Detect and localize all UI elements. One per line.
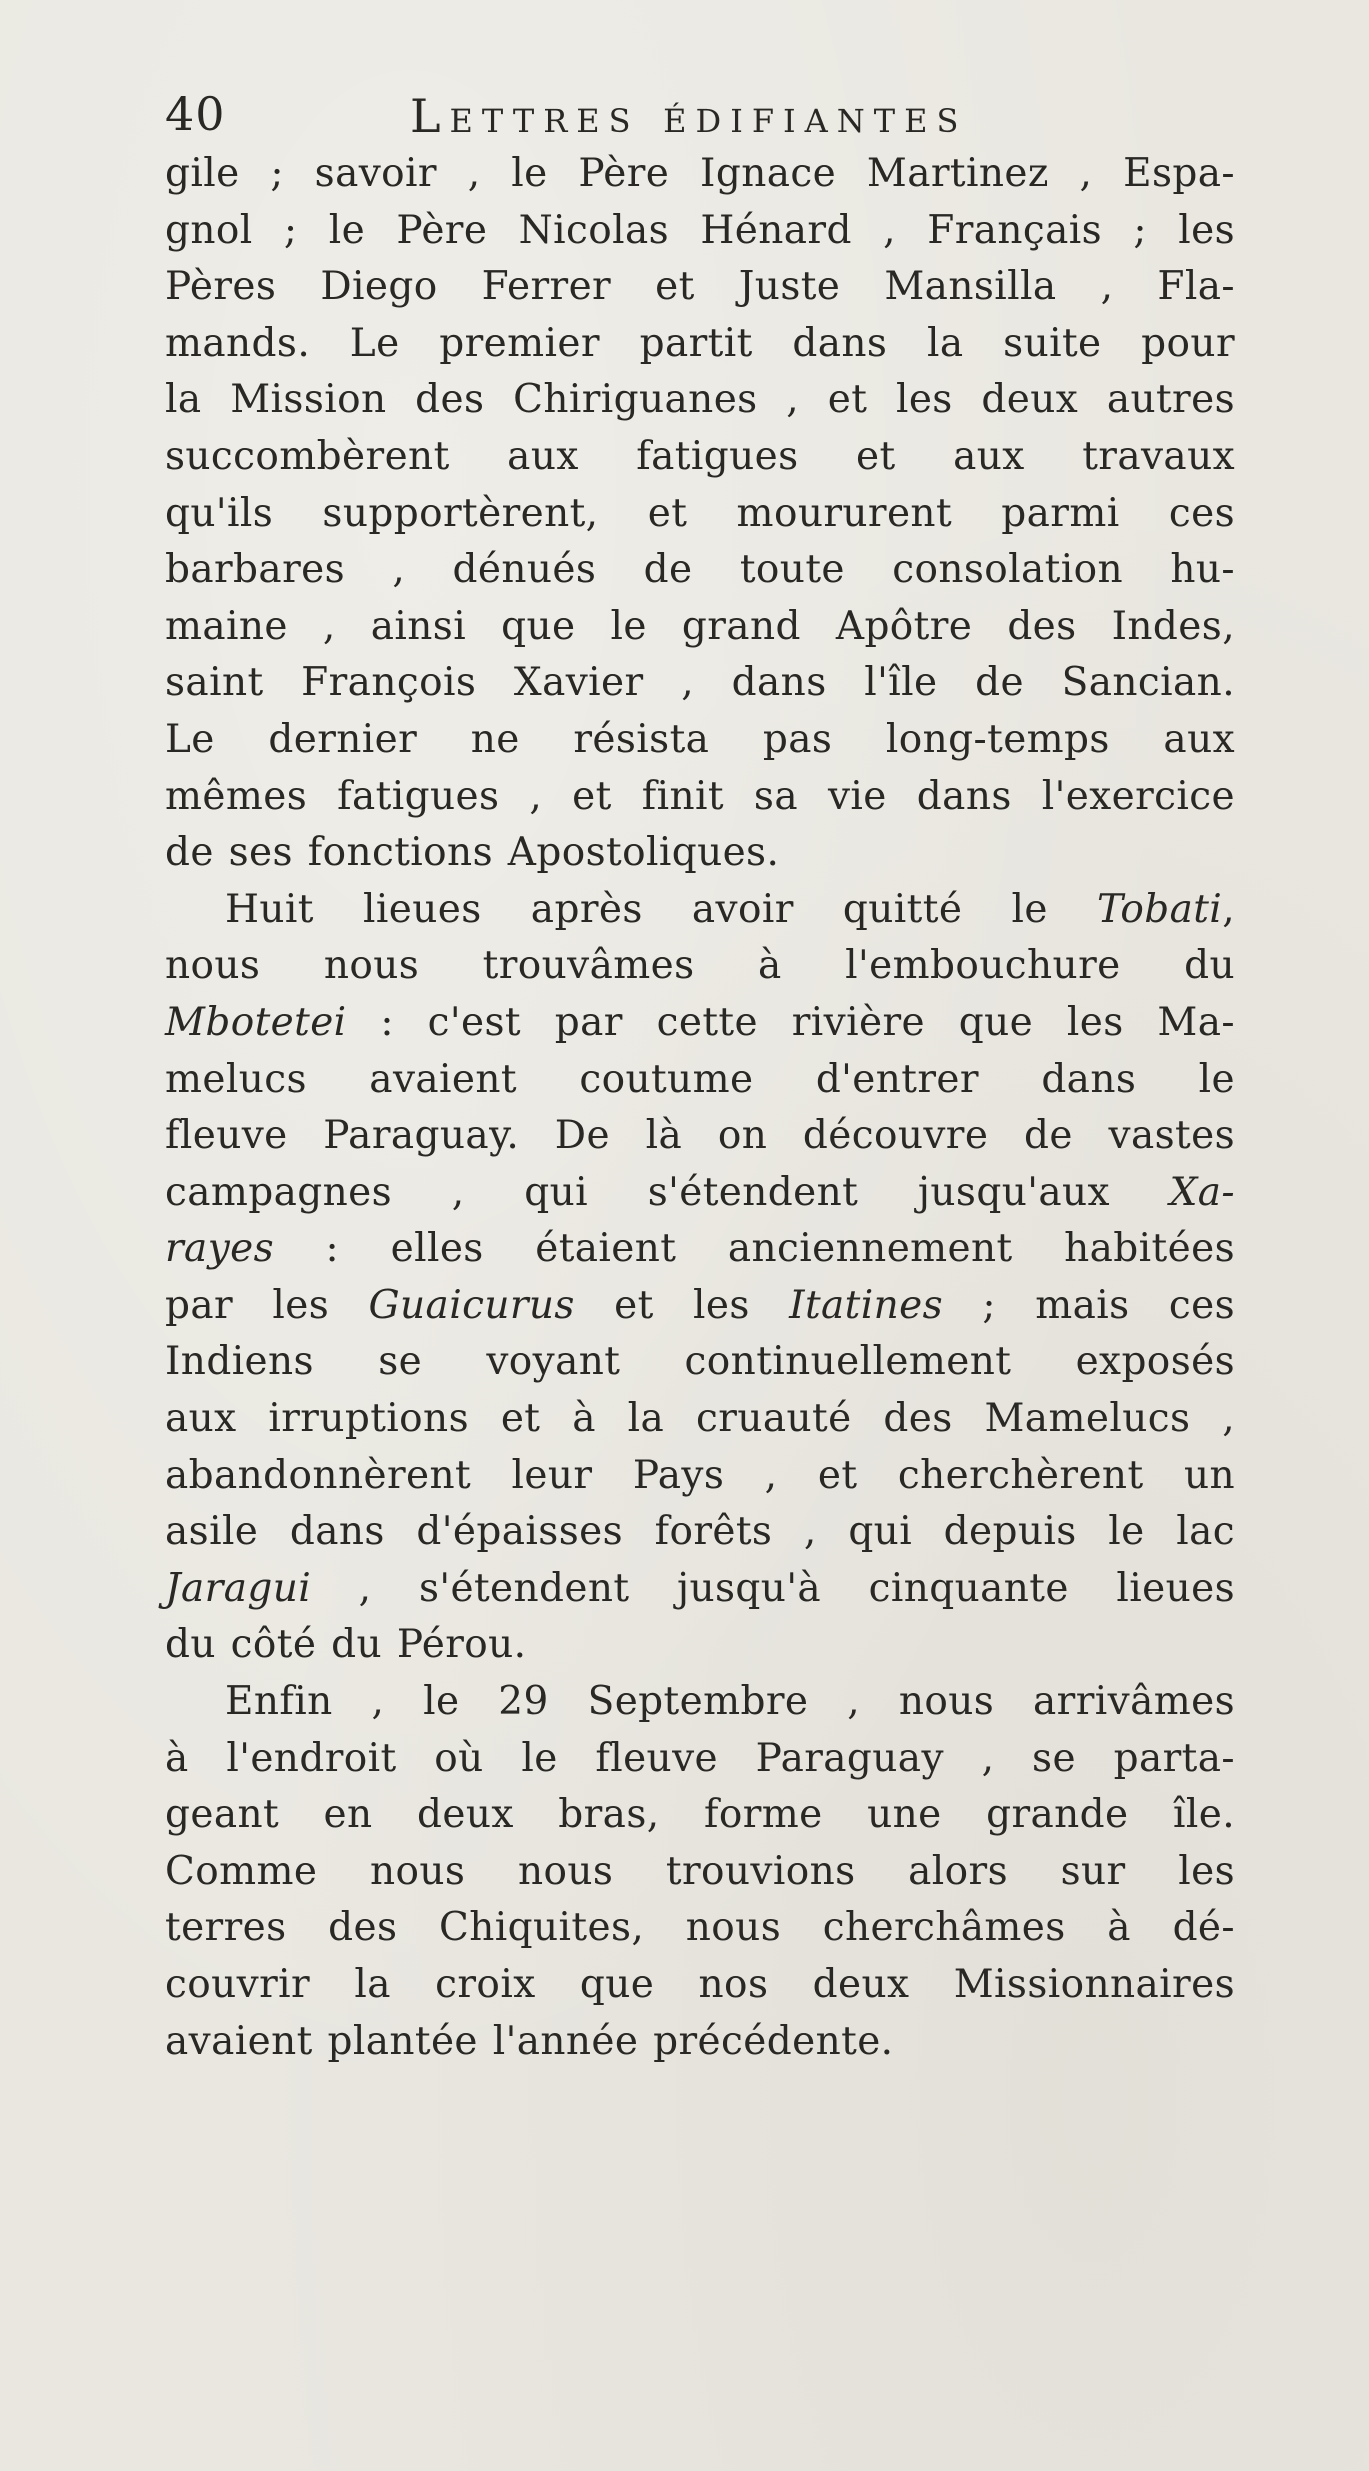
paragraph-end-line: du côté du Pérou. <box>165 1622 527 1668</box>
text-line: aux irruptions et à la cruauté des Mamelucs , <box>165 1396 1235 1442</box>
paragraph-first-line: Huit lieues après avoir quitté le Tobati, <box>225 886 1235 932</box>
text-line: la Mission des Chiriguanes , et les deux autres <box>165 377 1235 423</box>
body-text <box>165 146 1235 2070</box>
text-line: mands. Le premier partit dans la suite pour <box>165 320 1235 366</box>
text-line: gnol ; le Père Nicolas Hénard , Français ; les <box>165 207 1235 253</box>
text-line: melucs avaient coutume d'entrer dans le <box>165 1056 1235 1102</box>
text-line: Pères Diego Ferrer et Juste Mansilla , Fla- <box>165 264 1235 310</box>
text-line: fleuve Paraguay. De là on découvre de vastes <box>165 1113 1235 1159</box>
page-number: 40 <box>165 87 226 141</box>
text-line: campagnes , qui s'étendent jusqu'aux Xa- <box>165 1169 1235 1215</box>
text-line: à l'endroit où le fleuve Paraguay , se parta- <box>165 1735 1235 1781</box>
text-line: Comme nous nous trouvions alors sur les <box>165 1848 1235 1894</box>
text-line: rayes : elles étaient anciennement habitées <box>165 1226 1235 1272</box>
text-line: qu'ils supportèrent, et moururent parmi ces <box>165 490 1235 536</box>
paragraph-first-line: Enfin , le 29 Septembre , nous arrivâmes <box>225 1679 1235 1725</box>
text-line: abandonnèrent leur Pays , et cherchèrent un <box>165 1452 1235 1498</box>
text-line: terres des Chiquites, nous cherchâmes à dé- <box>165 1905 1235 1951</box>
text-line: barbares , dénués de toute consolation hu- <box>165 547 1235 593</box>
text-line: Le dernier ne résista pas long-temps aux <box>165 716 1235 762</box>
text-line: mêmes fatigues , et finit sa vie dans l'exercice <box>165 773 1235 819</box>
text-line: couvrir la croix que nos deux Missionnaires <box>165 1962 1235 2007</box>
page-header <box>165 84 1225 144</box>
text-line: gile ; savoir , le Père Ignace Martinez , Espa- <box>165 151 1235 196</box>
text-line: saint François Xavier , dans l'île de Sancian. <box>165 660 1235 706</box>
text-line: Jaragui , s'étendent jusqu'à cinquante lieues <box>165 1565 1235 1611</box>
text-line: Indiens se voyant continuellement exposés <box>165 1339 1235 1385</box>
text-line: par les Guaicurus et les Itatines ; mais ces <box>165 1282 1236 1328</box>
text-line: asile dans d'épaisses forêts , qui depuis le lac <box>165 1509 1235 1555</box>
paragraph-end-line: de ses fonctions Apostoliques. <box>165 830 780 876</box>
text-line: succombèrent aux fatigues et aux travaux <box>165 433 1235 479</box>
paragraph-end-line: avaient plantée l'année précédente. <box>165 2018 894 2064</box>
text-line: maine , ainsi que le grand Apôtre des Indes, <box>165 603 1235 649</box>
text-line: nous nous trouvâmes à l'embouchure du <box>165 943 1235 989</box>
text-line: geant en deux bras, forme une grande île. <box>165 1792 1235 1838</box>
running-head: Lettres édifiantes <box>410 89 968 143</box>
text-line: Mbotetei : c'est par cette rivière que les Ma- <box>165 999 1235 1045</box>
